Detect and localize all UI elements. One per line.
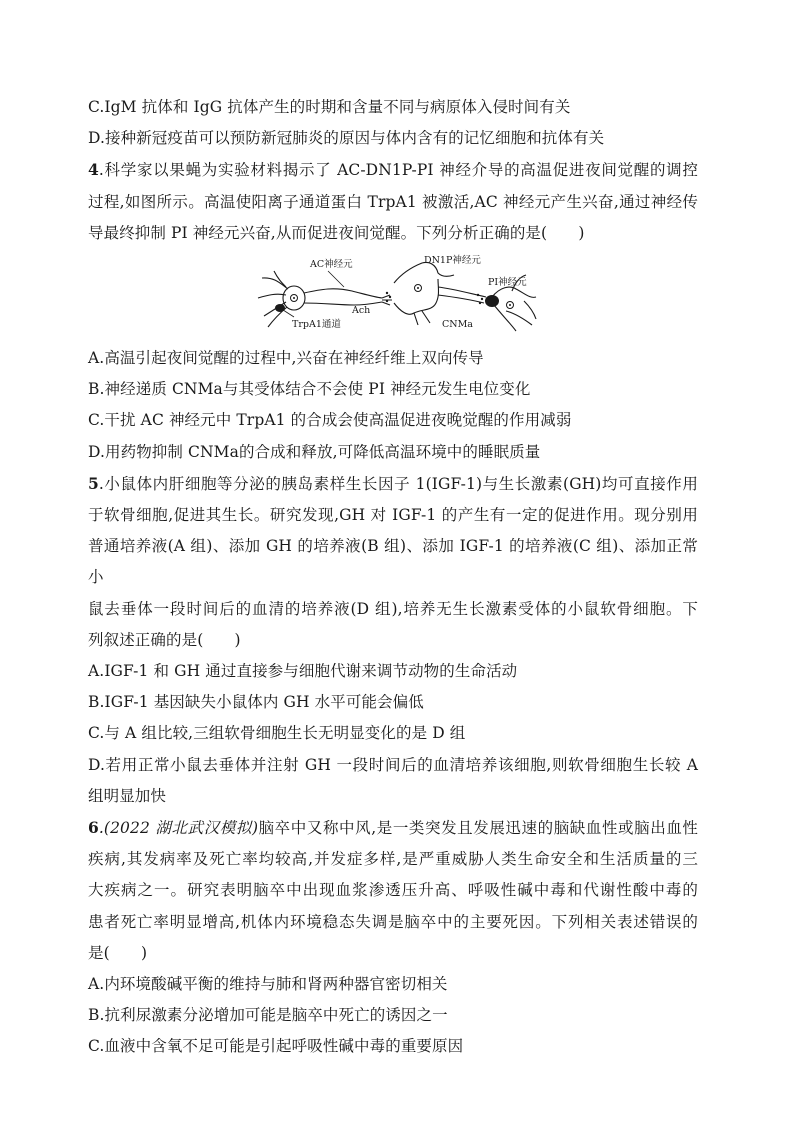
q4-option-c: C.干扰 AC 神经元中 TrpA1 的合成会使高温促进夜晚觉醒的作用减弱 <box>88 411 572 430</box>
q5-option-c: C.与 A 组比较,三组软骨细胞生长无明显变化的是 D 组 <box>88 724 466 743</box>
label-dn1p-neuron: DN1P神经元 <box>424 255 481 267</box>
q6-stem-line-1 <box>88 812 698 844</box>
q5-number: 5 <box>88 473 99 493</box>
q4-number: 4 <box>88 160 99 180</box>
q5-stem-line-5: 列叙述正确的是( ) <box>88 630 241 649</box>
q5-stem-line-2: 于软骨细胞,促进其生长。研究发现,GH 对 IGF-1 的产生有一定的促进作用。现分别用 <box>88 506 698 525</box>
q5-option-b: B.IGF-1 基因缺失小鼠体内 GH 水平可能会偏低 <box>88 693 424 712</box>
q6-option-b: B.抗利尿激素分泌增加可能是脑卒中死亡的诱因之一 <box>88 1006 448 1025</box>
q4-option-b: B.神经递质 CNMa与其受体结合不会使 PI 神经元发生电位变化 <box>88 380 531 399</box>
q4-stem-line-2: 过程,如图所示。高温使阳离子通道蛋白 TrpA1 被激活,AC 神经元产生兴奋,通过神经传 <box>88 192 698 211</box>
cnma-receptor-icon <box>485 295 499 307</box>
exam-page <box>88 92 698 1063</box>
q5-stem-line-4: 鼠去垂体一段时间后的血清的培养液(D 组),培养无生长激素受体的小鼠软骨细胞。下 <box>88 599 698 618</box>
label-pi-neuron: PI神经元 <box>488 277 527 289</box>
q5-stem-line-3: 普通培养液(A 组)、添加 GH 的培养液(B 组)、添加 IGF-1 的培养液(C 组)、添加正常小 <box>88 537 698 587</box>
q5-option-d-cont: 组明显加快 <box>88 786 167 805</box>
q6-stem-line-4: 患者死亡率明显增高,机体内环境稳态失调是脑卒中的主要死因。下列相关表述错误的 <box>88 912 698 931</box>
q4-stem-text-1: .科学家以果蝇为实验材料揭示了 AC-DN1P-PI 神经介导的高温促进夜间觉醒的调控 <box>98 161 698 180</box>
q4-stem-line-3: 导最终抑制 PI 神经元兴奋,从而促进夜间觉醒。下列分析正确的是( ) <box>88 223 585 242</box>
q6-stem-line-3: 大疾病之一。研究表明脑卒中出现血浆渗透压升高、呼吸性碱中毒和代谢性酸中毒的 <box>88 881 698 900</box>
neuron-figure <box>88 253 698 335</box>
q3-option-c: C.IgM 抗体和 IgG 抗体产生的时期和含量不同与病原体入侵时间有关 <box>88 98 571 116</box>
q5-stem-text-1: .小鼠体内肝细胞等分泌的胰岛素样生长因子 1(IGF-1)与生长激素(GH)均可直接作用 <box>98 474 698 493</box>
q4-stem-line-1 <box>88 154 698 186</box>
q6-stem-line-2: 疾病,其发病率及死亡率均较高,并发症多样,是严重威胁人类生命安全和生活质量的三 <box>88 850 698 869</box>
q6-stem-text-1: 脑卒中又称中风,是一类突发且发展迅速的脑缺血性或脑出血性 <box>258 819 699 838</box>
label-trpa1: TrpA1通道 <box>292 319 341 331</box>
neuron-diagram <box>254 253 538 335</box>
q6-number: 6 <box>88 818 99 838</box>
label-ac-neuron: AC神经元 <box>310 259 353 271</box>
dn1p-neuron <box>394 263 486 326</box>
q5-stem-line-1 <box>88 468 698 500</box>
q6-option-c: C.血液中含氧不足可能是引起呼吸性碱中毒的重要原因 <box>88 1037 464 1056</box>
q3-option-d: D.接种新冠疫苗可以预防新冠肺炎的原因与体内含有的记忆细胞和抗体有关 <box>88 129 605 148</box>
q6-option-a: A.内环境酸碱平衡的维持与肺和肾两种器官密切相关 <box>88 975 448 994</box>
q5-option-a: A.IGF-1 和 GH 通过直接参与细胞代谢来调节动物的生命活动 <box>88 662 518 681</box>
label-ach: Ach <box>352 305 371 317</box>
label-cnma: CNMa <box>442 319 473 331</box>
q5-option-d: D.若用正常小鼠去垂体并注射 GH 一段时间后的血清培养该细胞,则软骨细胞生长较 A <box>88 755 698 774</box>
q4-option-d: D.用药物抑制 CNMa的合成和释放,可降低高温环境中的睡眠质量 <box>88 442 541 461</box>
q6-source: .(2022 湖北武汉模拟) <box>98 819 259 838</box>
q4-option-a: A.高温引起夜间觉醒的过程中,兴奋在神经纤维上双向传导 <box>88 349 484 368</box>
q6-stem-line-5: 是( ) <box>88 943 148 962</box>
